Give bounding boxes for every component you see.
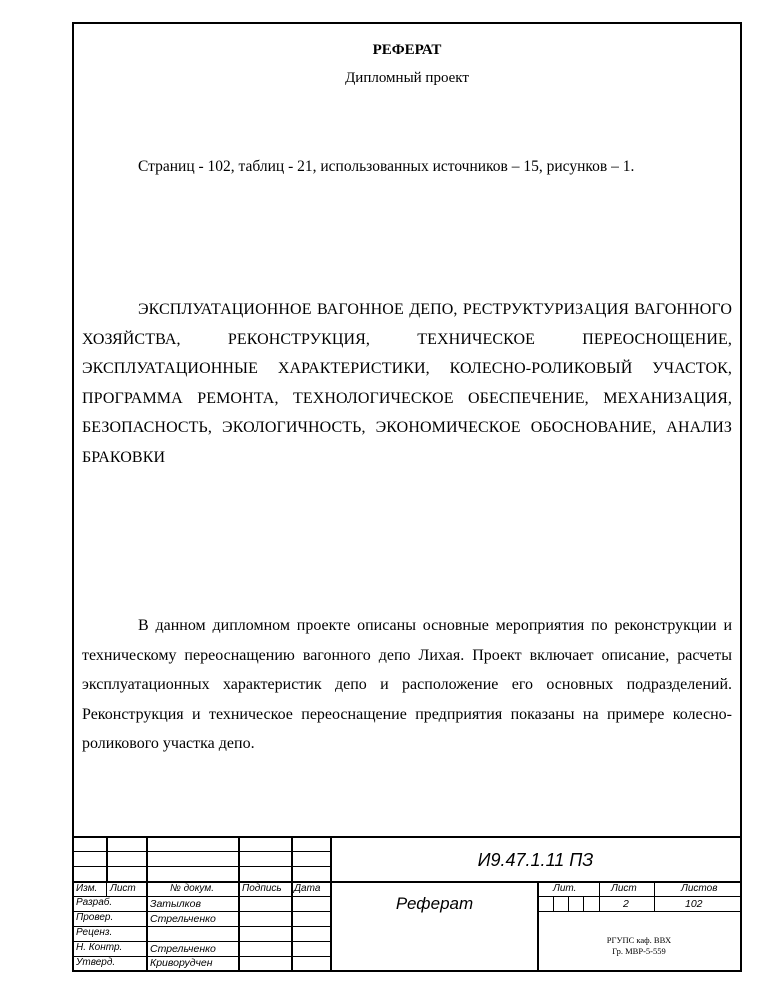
keywords-paragraph: ЭКСПЛУАТАЦИОННОЕ ВАГОННОЕ ДЕПО, РЕСТРУКТУРИЗАЦИЯ ВАГОННОГО ХОЗЯЙСТВА, РЕКОНСТРУКЦИЯ, ТЕХНИЧЕСКОЕ ПЕРЕОСНОЩЕНИЕ, ЭКСПЛУАТАЦИОННЫЕ ХАРАКТЕРИСТИКИ, КОЛЕСНО-РОЛИКОВЫЙ УЧАСТОК, ПРОГРАММА РЕМОНТА, ТЕХНОЛОГИЧЕСКОЕ ОБЕСПЕЧЕНИЕ, МЕХАНИЗАЦИЯ, БЕЗОПАСНОСТЬ, ЭКОЛОГИЧНОСТЬ, ЭКОНОМИЧЕСКОЕ ОБОСНОВАНИЕ, АНАЛИЗ БРАКОВКИ (82, 301, 732, 466)
lit-label: Лит. (553, 883, 577, 894)
role-norm-control: Н. Контр. (76, 942, 123, 953)
role-approver: Утверд. (76, 957, 116, 968)
name-checker: Стрельченко (150, 913, 216, 925)
list-header: Лист (110, 883, 136, 894)
sheet-number: 2 (623, 898, 629, 910)
izm-header: Изм. (76, 883, 98, 894)
organization-line-2: Гр. МВР-5-559 (612, 946, 666, 956)
title-block (74, 836, 740, 970)
stamp-document-title: Реферат (395, 894, 474, 913)
document-number: И9.47.1.11 ПЗ (477, 850, 594, 870)
name-developer: Затылков (150, 898, 201, 910)
name-norm-control: Стрельченко (150, 943, 216, 955)
doc-no-header: № докум. (170, 883, 215, 894)
name-approver: Криворудчен (150, 957, 213, 969)
document-page (72, 22, 742, 972)
sheet-label: Лист (611, 883, 637, 894)
document-stats: Страниц - 102, таблиц - 21, использованных источников – 15, рисунков – 1. (138, 158, 635, 175)
role-reviewer: Реценз. (76, 927, 113, 938)
date-header: Дата (294, 883, 321, 894)
organization-line-1: РГУПС каф. ВВХ (606, 935, 672, 945)
sheets-label: Листов (681, 883, 718, 894)
abstract-paragraph: В данном дипломном проекте описаны основные мероприятия по реконструкции и техническому переоснащению вагонного депо Лихая. Проект включает описание, расчеты эксплуатационных характеристик депо и расположение его основных подразделений. Реконструкция и техническое переоснащение предприятия показаны на примере колесно-роликового участка депо. (82, 617, 732, 752)
document-subtitle: Дипломный проект (345, 70, 469, 86)
sheets-total: 102 (685, 898, 703, 910)
document-title: РЕФЕРАТ (372, 42, 442, 58)
signature-header: Подпись (242, 883, 282, 894)
role-checker: Провер. (76, 912, 114, 923)
role-developer: Разраб. (76, 897, 113, 908)
organization-label (538, 935, 740, 957)
